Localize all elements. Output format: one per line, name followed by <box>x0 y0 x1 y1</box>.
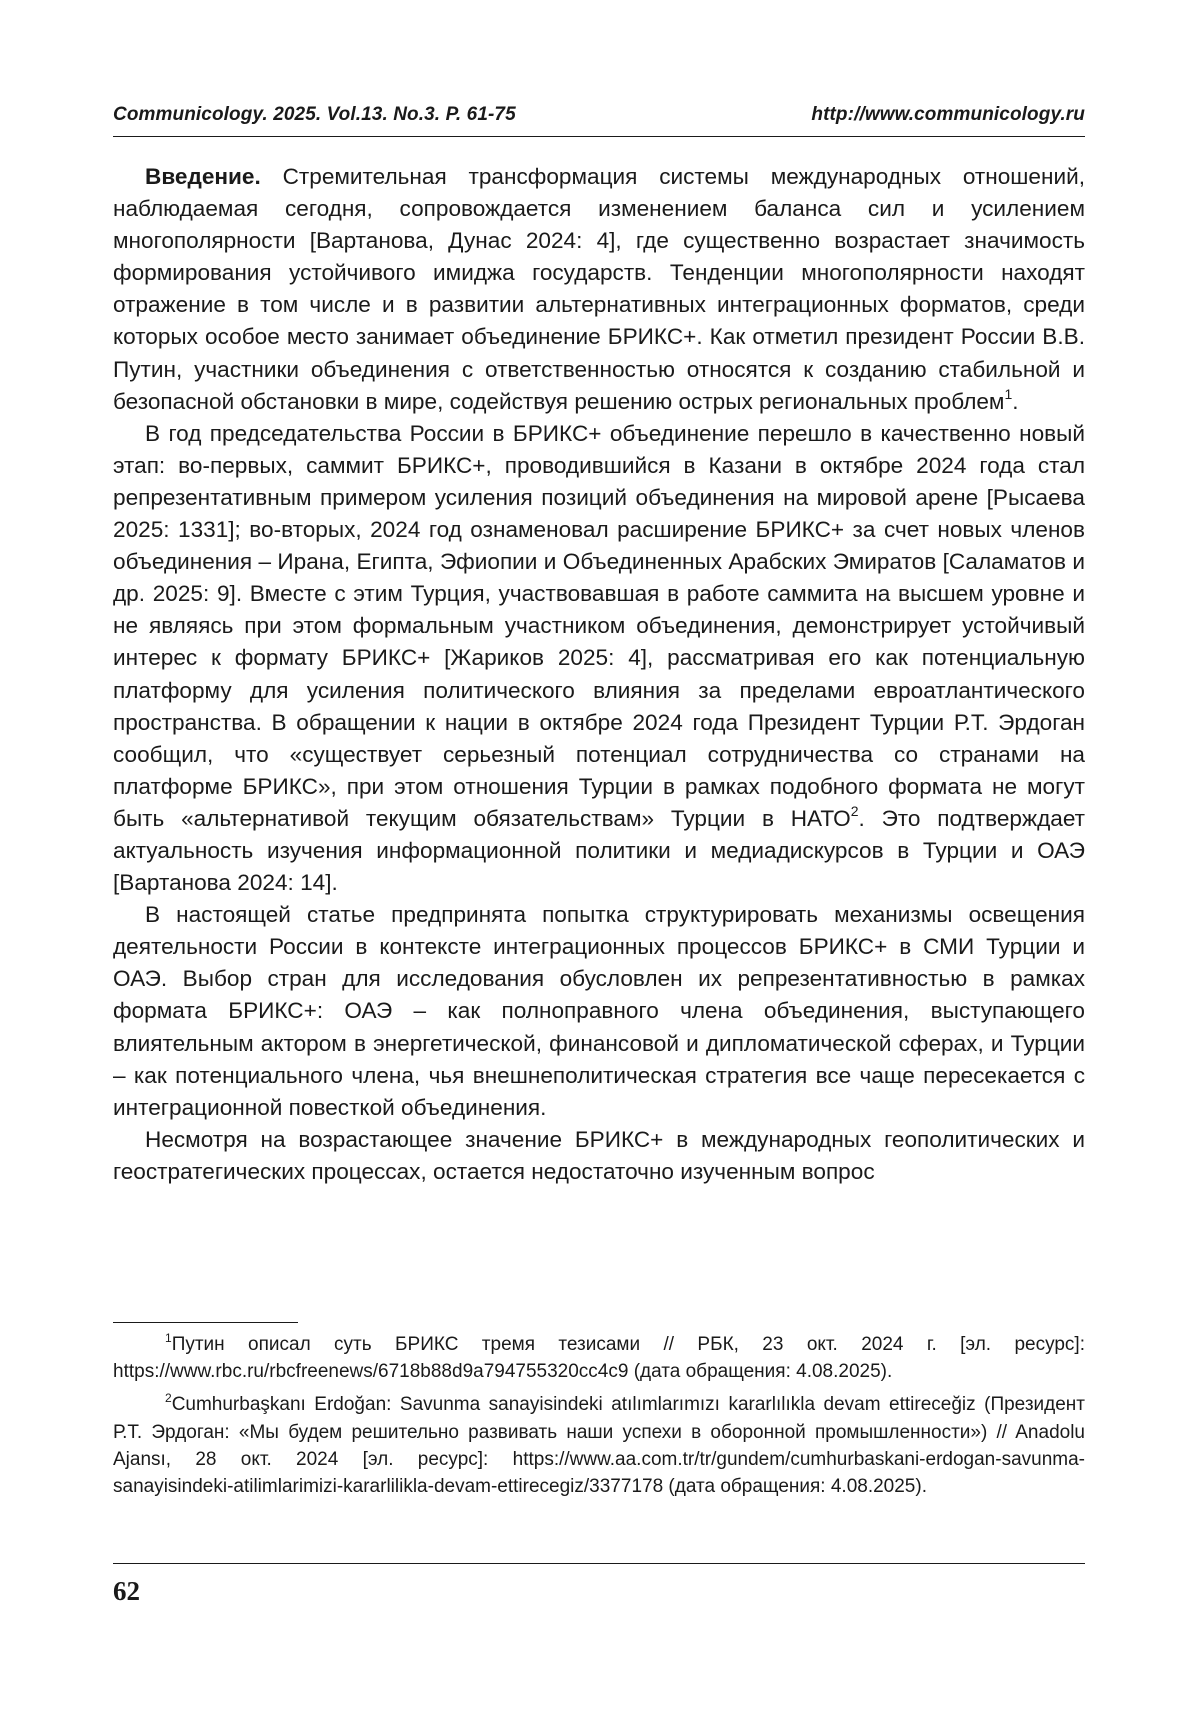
paragraph-brics-chairmanship <box>113 418 1085 899</box>
footnote-number: 2 <box>165 1391 172 1406</box>
article-body <box>113 161 1085 1188</box>
paragraph-text: В год председательства России в БРИКС+ объединение перешло в качественно новый этап: во-первых, саммит БРИКС+, проводившийся в Казани в октябре 2024 года стал репрезентативным примером усиления позиций объединения на мировой арене [Рысаева 2025: 1331]; во-вторых, 2024 год ознаменовал расширение БРИКС+ за счет новых членов объединения – Ирана, Египта, Эфиопии и Объединенных Арабских Эмиратов [Саламатов и др. 2025: 9]. Вместе с этим Турция, участвовавшая в работе саммита на высшем уровне и не являясь при этом формальным участником объединения, демонстрирует устойчивый интерес к формату БРИКС+ [Жариков 2025: 4], рассматривая его как потенциальную платформу для усиления политического влияния за пределами евроатлантического пространства. В обращении к нации в октябре 2024 года Президент Турции Р.Т. Эрдоган сообщил, что «существует серьезный потенциал сотрудничества со странами на платформе БРИКС», при этом отношения Турции в рамках подобного формата не могут быть «альтернативой текущим обязательствам» Турции в НАТО <box>113 420 1085 831</box>
footnote-1 <box>113 1331 1085 1385</box>
journal-citation: Communicology. 2025. Vol.13. No.3. P. 61-75 <box>113 104 516 125</box>
footnote-text: Путин описал суть БРИКС тремя тезисами // РБК, 23 окт. 2024 г. [эл. ресурс]: https://www.rbc.ru/rbcfreenews/6718b88d9a794755320cc4c9 (дата обращения: 4.08.2025). <box>113 1334 1085 1383</box>
footnotes <box>113 1331 1085 1506</box>
section-lead: Введение. <box>145 164 261 189</box>
footnote-ref-1[interactable]: 1 <box>1004 386 1013 403</box>
paragraph-study-purpose: В настоящей статье предпринята попытка структурировать механизмы освещения деятельности России в контексте интеграционных процессов БРИКС+ в СМИ Турции и ОАЭ. Выбор стран для исследования обусловлен их репрезентативностью в рамках формата БРИКС+: ОАЭ – как полноправного члена объединения, выступающего влиятельным актором в энергетической, финансовой и дипломатической сферах, и Турции – как потенциального члена, чья внешнеполитическая стратегия все чаще пересекается с интеграционной повесткой объединения. <box>113 902 1085 1120</box>
header-divider <box>113 136 1085 137</box>
paragraph-text-end: . Это подтверждает актуальность изучения информационной политики и медиадискурсов в Турции и ОАЭ [Вартанова 2024: 14]. <box>113 805 1085 896</box>
paragraph-text: Стремительная трансформация системы международных отношений, наблюдаемая сегодня, сопровождается изменением баланса сил и усилением многополярности [Вартанова, Дунас 2024: 4], где существенно возрастает значимость формирования устойчивого имиджа государств. Тенденции многополярности находят отражение в том числе и в развитии альтернативных интеграционных форматов, среди которых особое место занимает объединение БРИКС+. Как отметил президент России В.В. Путин, участники объединения с ответственностью относятся к созданию стабильной и безопасной обстановки в мире, содействуя решению острых региональных проблем <box>113 164 1085 414</box>
running-header <box>113 104 1085 126</box>
page-number: 62 <box>113 1576 140 1606</box>
paragraph-text-end: . <box>1012 388 1019 414</box>
journal-url[interactable]: http://www.communicology.ru <box>811 104 1085 125</box>
footnote-number: 1 <box>165 1330 172 1345</box>
paragraph-research-gap: Несмотря на возрастающее значение БРИКС+ в международных геополитических и геостратегических процессах, остается недостаточно изученным вопрос <box>113 1126 1085 1184</box>
footnote-2 <box>113 1391 1085 1500</box>
paragraph-introduction <box>113 161 1085 418</box>
footnote-divider <box>113 1322 298 1323</box>
footer-divider <box>113 1563 1085 1564</box>
footnote-text: Cumhurbaşkanı Erdoğan: Savunma sanayisindeki atılımlarımızı kararlılıkla devam ettireceğiz (Президент Р.Т. Эрдоган: «Мы будем решительно развивать наши успехи в оборонной промышленности») // Anadolu Ajansı, 28 окт. 2024 [эл. ресурс]: https://www.aa.com.tr/tr/gundem/cumhurbaskani-erdogan-savunma-sanayisindeki-atilimlarimizi-kararlilikla-devam-ettirecegiz/3377178 (дата обращения: 4.08.2025). <box>113 1394 1085 1498</box>
footnote-ref-2[interactable]: 2 <box>850 803 859 820</box>
